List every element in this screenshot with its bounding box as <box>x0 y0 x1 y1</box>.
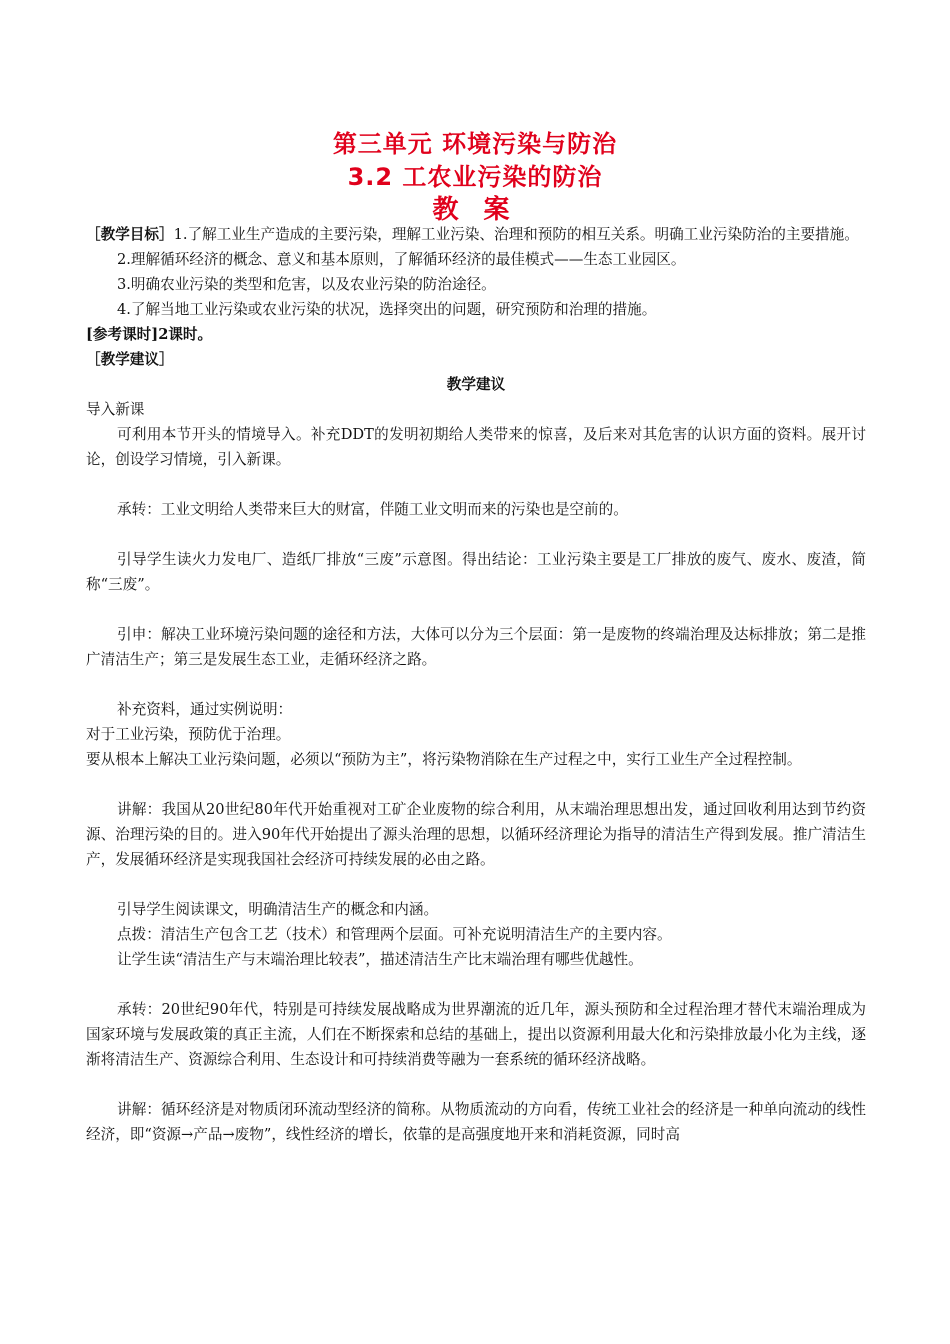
goals-label: ［教学目标］ <box>86 226 174 243</box>
goals-item-4: 4.了解当地工业污染或农业污染的状况，选择突出的问题，研究预防和治理的措施。 <box>117 301 657 318</box>
unit-title: 第三单元 环境污染与防治 <box>332 130 618 158</box>
paragraph-intro: 可利用本节开头的情境导入。补充DDT的发明初期给人类带来的惊喜，及后来对其危害的认识方面的资料。展开讨论，创设学习情境，引入新课。 <box>86 426 866 468</box>
paragraph-guide-2: 引导学生阅读课文，明确清洁生产的概念和内涵。 <box>117 901 439 918</box>
hours-value: 2课时。 <box>158 326 213 343</box>
advice-label: ［教学建议］ <box>86 351 174 368</box>
paragraph-transition-1: 承转：工业文明给人类带来巨大的财富，伴随工业文明而来的污染也是空前的。 <box>117 501 628 518</box>
goals-item-1: ［教学目标］1.了解工业生产造成的主要污染，理解工业污染、治理和预防的相互关系。明确工业污染防治的主要措施。 <box>86 226 859 243</box>
paragraph-prevent: 对于工业污染，预防优于治理。 <box>86 726 291 743</box>
document-body <box>86 222 866 1147</box>
paragraph-root: 要从根本上解决工业污染问题，必须以“预防为主”，将污染物消除在生产过程之中，实行工业生产全过程控制。 <box>86 751 802 768</box>
paragraph-supplement: 补充资料，通过实例说明： <box>117 701 293 718</box>
paragraph-hint: 点拨：清洁生产包含工艺（技术）和管理两个层面。可补充说明清洁生产的主要内容。 <box>117 926 672 943</box>
advice-heading: 教学建议 <box>446 376 506 393</box>
paragraph-guide-1: 引导学生读火力发电厂、造纸厂排放“三废”示意图。得出结论：工业污染主要是工厂排放的废气、废水、废渣，简称“三废”。 <box>86 551 866 593</box>
section-title: 3.2 工农业污染的防治 <box>347 163 603 191</box>
paragraph-compare: 让学生读“清洁生产与末端治理比较表”，描述清洁生产比末端治理有哪些优越性。 <box>117 951 643 968</box>
paragraph-lecture-1: 讲解：我国从20世纪80年代开始重视对工矿企业废物的综合利用，从末端治理思想出发，通过回收利用达到节约资源、治理污染的目的。进入90年代开始提出了源头治理的思想，以循环经济理论为指导的清洁生产得到发展。推广清洁生产，发展循环经济是实现我国社会经济可持续发展的必由之路。 <box>86 801 866 868</box>
goals-item-2: 2.理解循环经济的概念、意义和基本原则，了解循环经济的最佳模式——生态工业园区。 <box>117 251 686 268</box>
paragraph-transition-2: 承转：20世纪90年代，特别是可持续发展战略成为世界潮流的近几年，源头预防和全过程治理才替代末端治理成为国家环境与发展政策的真正主流，人们在不断探索和总结的基础上，提出以资源利用最大化和污染排放最小化为主线，逐渐将清洁生产、资源综合利用、生态设计和可持续消费等融为一套系统的循环经济战略。 <box>86 1001 866 1068</box>
hours-label: [参考课时] <box>86 326 159 343</box>
paragraph-lecture-2: 讲解：循环经济是对物质闭环流动型经济的简称。从物质流动的方向看，传统工业社会的经济是一种单向流动的线性经济，即“资源→产品→废物”，线性经济的增长，依靠的是高强度地开来和消耗资源，同时高 <box>86 1101 866 1143</box>
paragraph-extend: 引申：解决工业环境污染问题的途径和方法，大体可以分为三个层面：第一是废物的终端治理及达标排放；第二是推广清洁生产；第三是发展生态工业，走循环经济之路。 <box>86 626 866 668</box>
intro-label: 导入新课 <box>86 401 145 418</box>
goals-item-3: 3.明确农业污染的类型和危害，以及农业污染的防治途径。 <box>117 276 496 293</box>
title-block <box>0 128 950 227</box>
hours-line <box>86 322 866 347</box>
lesson-plan-title: 教 案 <box>432 195 518 225</box>
